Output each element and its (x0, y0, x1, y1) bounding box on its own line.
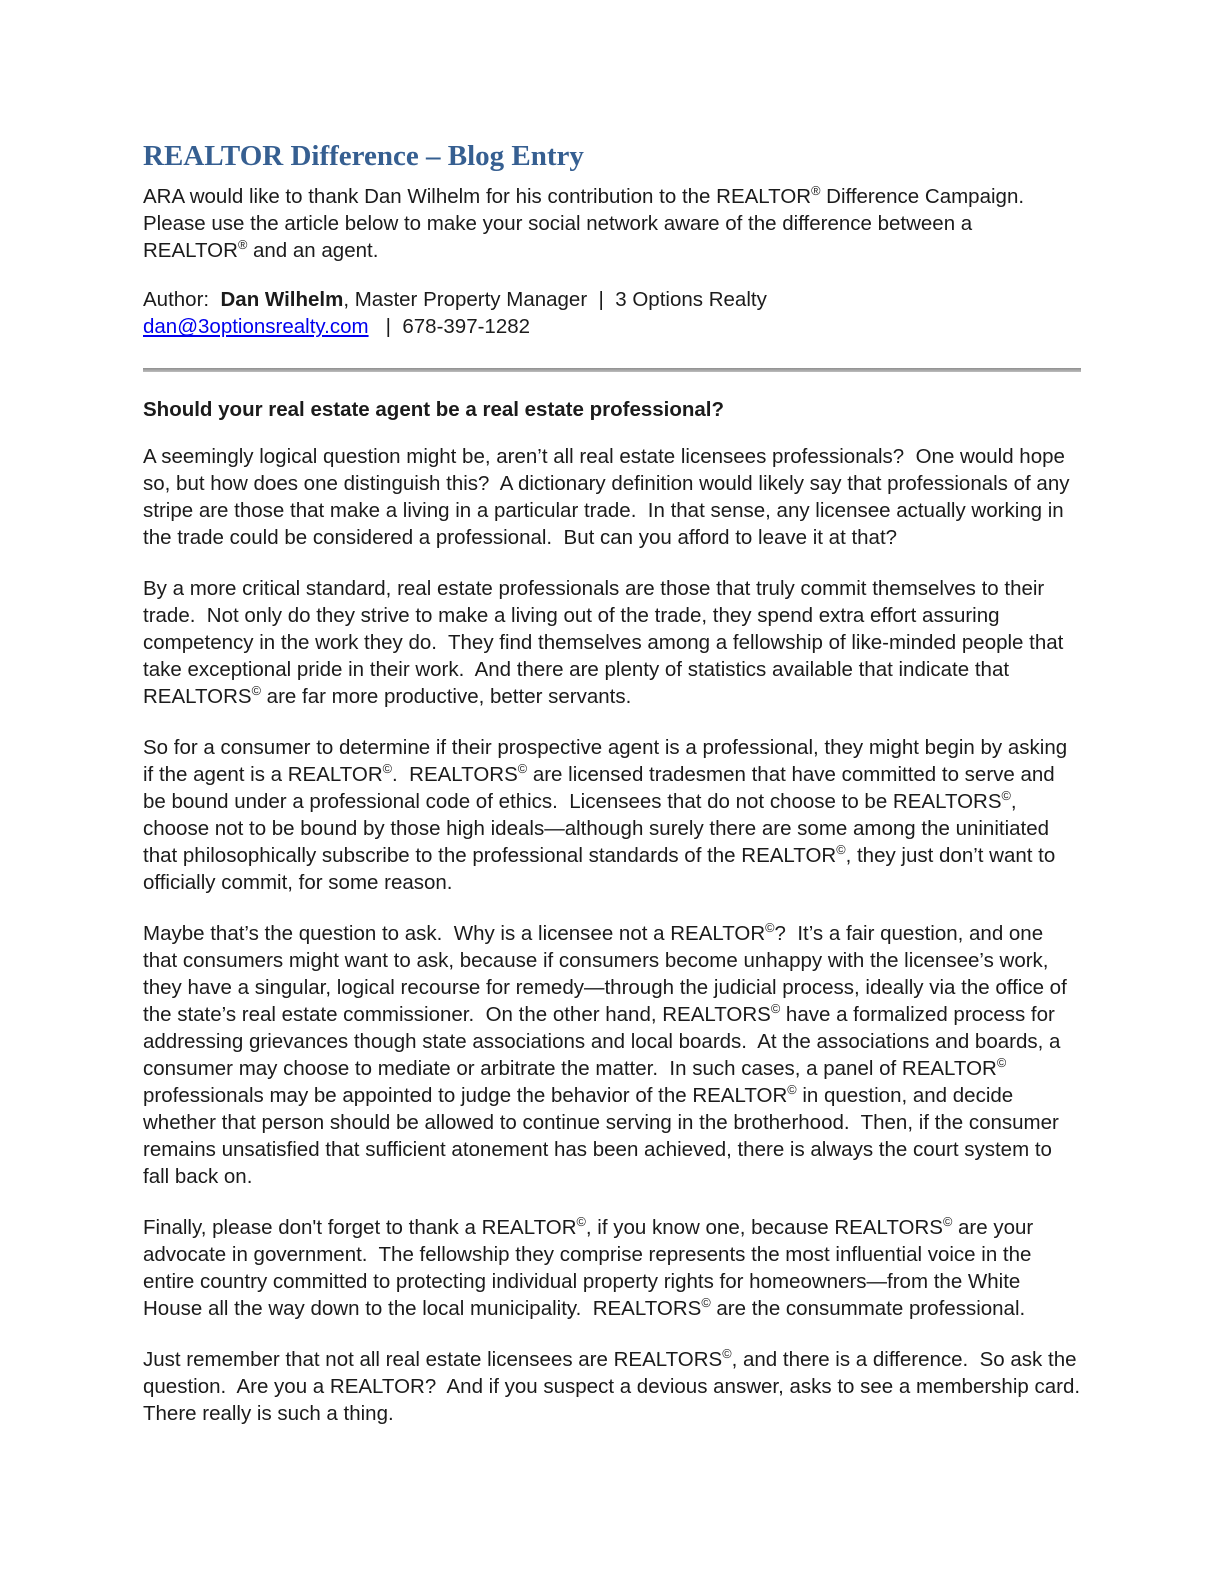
author-phone: | 678-397-1282 (368, 315, 531, 339)
article-paragraph: Just remember that not all real estate licensees are REALTORS©, and there is a difference. So ask the question. Are you a REALTOR? And if you suspect a devious answer, asks to see a membership card. There really is such a thing. (143, 1346, 1092, 1426)
horizontal-divider (143, 368, 1081, 372)
author-label: Author: (143, 288, 221, 312)
author-block (143, 286, 1081, 340)
article-paragraph: Maybe that’s the question to ask. Why is a licensee not a REALTOR©? It’s a fair question, and one that consumers might want to ask, because if consumers become unhappy with the licensee’s work, they have a singular, logical recourse for remedy—through the judicial process, ideally via the office of the state’s real estate commissioner. On the other hand, REALTORS© have a formalized process for addressing grievances though state associations and local boards. At the associations and boards, a consumer may choose to mediate or arbitrate the matter. In such cases, a panel of REALTOR© professionals may be appointed to judge the behavior of the REALTOR© in question, and decide whether that person should be allowed to continue serving in the brotherhood. Then, if the consumer remains unsatisfied that sufficient atonement has been achieved, there is always the court system to fall back on. (143, 920, 1073, 1189)
page-title: REALTOR Difference – Blog Entry (143, 140, 584, 172)
document-content (143, 140, 1092, 1451)
article-paragraph: Finally, please don't forget to thank a REALTOR©, if you know one, because REALTORS© are your advocate in government. The fellowship they comprise represents the most influential voice in the entire country committed to protecting individual property rights for homeowners—from the White House all the way down to the local municipality. REALTORS© are the consummate professional. (143, 1214, 1039, 1321)
author-name: Dan Wilhelm (220, 288, 344, 312)
article-paragraph: By a more critical standard, real estate professionals are those that truly commit themselves to their trade. Not only do they strive to make a living out of the trade, they spend extra effort assuring competency in the work they do. They find themselves among a fellowship of like-minded people that take exceptional pride in their work. And there are plenty of statistics available that indicate that REALTORS© are far more productive, better servants. (143, 577, 1070, 709)
intro-paragraph: ARA would like to thank Dan Wilhelm for his contribution to the REALTOR® Difference Campaign. Please use the article below to make your social network aware of the difference between a REALTOR® and an agent. (143, 183, 1036, 263)
article-heading: Should your real estate agent be a real estate professional? (143, 398, 725, 422)
author-email-link[interactable]: dan@3optionsrealty.com (143, 315, 369, 339)
article-paragraph: A seemingly logical question might be, aren’t all real estate licensees professionals? One would hope so, but how does one distinguish this? A dictionary definition would likely say that professionals of any stripe are those that make a living in a particular trade. In that sense, any licensee actually working in the trade could be considered a professional. But can you afford to leave it at that? (143, 445, 1076, 550)
author-role-company: , Master Property Manager | 3 Options Realty (343, 288, 767, 312)
article-paragraph: So for a consumer to determine if their prospective agent is a professional, they might begin by asking if the agent is a REALTOR©. REALTORS© are licensed tradesmen that have committed to serve and be bound under a professional code of ethics. Licensees that do not choose to be REALTORS©, choose not to be bound by those high ideals—although surely there are some among the uninitiated that philosophically subscribe to the professional standards of the REALTOR©, they just don’t want to officially commit, for some reason. (143, 736, 1073, 895)
